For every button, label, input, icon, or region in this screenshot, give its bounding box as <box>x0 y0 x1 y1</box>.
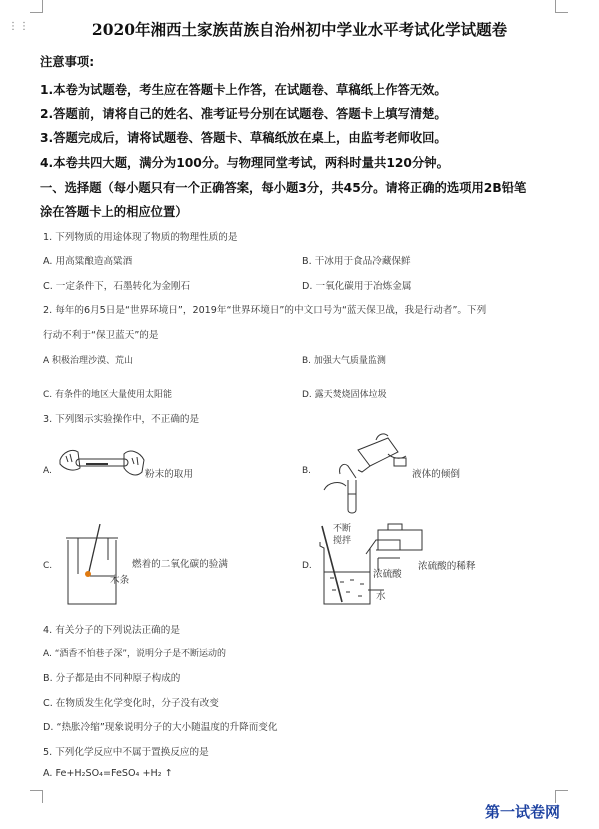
q1-option-d: D. 一氧化碳用于冶炼金属 <box>302 281 412 292</box>
page-title: 2020年湘西土家族苗族自治州初中学业水平考试化学试题卷 <box>91 20 508 39</box>
q2-option-b: B. 加强大气质量监测 <box>302 356 386 366</box>
notice-heading: 注意事项: <box>40 55 95 69</box>
q2-option-c: C. 有条件的地区大量使用太阳能 <box>43 390 173 400</box>
notice-3: 3.答题完成后，请将试题卷、答题卡、草稿纸放在桌上，由监考老师收回。 <box>40 131 447 145</box>
q3-option-a-caption: 粉末的取用 <box>145 469 193 480</box>
q4-option-a: A. “酒香不怕巷子深”，说明分子是不断运动的 <box>43 649 227 659</box>
q3-stem: 3. 下列图示实验操作中，不正确的是 <box>43 414 200 425</box>
q4-option-b: B. 分子都是由不同种原子构成的 <box>43 673 181 684</box>
q3-option-d-stir-label-2: 搅拌 <box>333 536 352 546</box>
q4-option-c: C. 在物质发生化学变化时，分子没有改变 <box>43 698 219 709</box>
crop-mark-bottom-left <box>30 790 43 803</box>
q3-option-a-letter: A. <box>43 466 52 476</box>
q3-option-d-stir-label-1: 不断 <box>333 524 352 534</box>
q3-option-d-caption: 浓硫酸的稀释 <box>418 561 476 572</box>
section-heading-line2: 涂在答题卡上的相应位置） <box>40 205 188 219</box>
notice-2: 2.答题前，请将自己的姓名、准考证号分别在试题卷、答题卡上填写清楚。 <box>40 107 447 121</box>
q3-option-d-letter: D. <box>302 561 312 571</box>
q3-option-b-caption: 液体的倾倒 <box>412 469 460 480</box>
notice-1: 1.本卷为试题卷，考生应在答题卡上作答，在试题卷、草稿纸上作答无效。 <box>40 83 447 97</box>
q2-option-a: A 积极治理沙漠、荒山 <box>43 356 134 366</box>
q1-option-c: C. 一定条件下，石墨转化为金刚石 <box>43 281 191 292</box>
liquid-pouring-figure <box>318 430 410 516</box>
section-heading-line1: 一、选择题（每小题只有一个正确答案，每小题3分，共45分。请将正确的选项用2B铅笔 <box>40 181 527 195</box>
q3-option-d-water-label: 水 <box>376 591 386 602</box>
crop-mark-top-left <box>30 0 43 13</box>
powder-sampling-figure <box>58 438 148 493</box>
crop-mark-top-right <box>555 0 568 13</box>
q3-option-b-letter: B. <box>302 466 312 476</box>
footer-logo[interactable]: 第一试卷网 <box>485 803 561 821</box>
q5-option-a: A. Fe+H₂SO₄=FeSO₄ +H₂ ↑ <box>43 768 173 779</box>
q1-option-b: B. 干冰用于食品冷藏保鲜 <box>302 256 411 267</box>
q5-stem: 5. 下列化学反应中不属于置换反应的是 <box>43 747 209 758</box>
q2-stem-line2: 行动不利于“保卫蓝天”的是 <box>43 330 159 341</box>
q4-option-d: D. “热胀冷缩”现象说明分子的大小随温度的升降而变化 <box>43 722 278 733</box>
q2-stem-line1: 2. 每年的6月5日是“世界环境日”，2019年“世界环境日”的中文口号为“蓝天保卫战，我是行动者”。下列 <box>43 305 487 316</box>
q4-stem: 4. 有关分子的下列说法正确的是 <box>43 625 180 636</box>
q2-option-d: D. 露天焚烧固体垃圾 <box>302 390 387 400</box>
q3-option-d-acid-label: 浓硫酸 <box>373 569 402 580</box>
q3-option-c-sub: 木条 <box>110 575 130 586</box>
q3-option-c-caption: 燃着的二氧化碳的验满 <box>132 559 228 570</box>
notice-4: 4.本卷共四大题，满分为100分。与物理同堂考试，两科时量共120分钟。 <box>40 156 449 170</box>
q1-stem: 1. 下列物质的用途体现了物质的物理性质的是 <box>43 232 238 243</box>
q1-option-a: A. 用高粱酿造高粱酒 <box>43 256 133 267</box>
q3-option-c-letter: C. <box>43 561 53 571</box>
drag-handle-icon[interactable]: ⋮⋮ <box>8 21 30 32</box>
